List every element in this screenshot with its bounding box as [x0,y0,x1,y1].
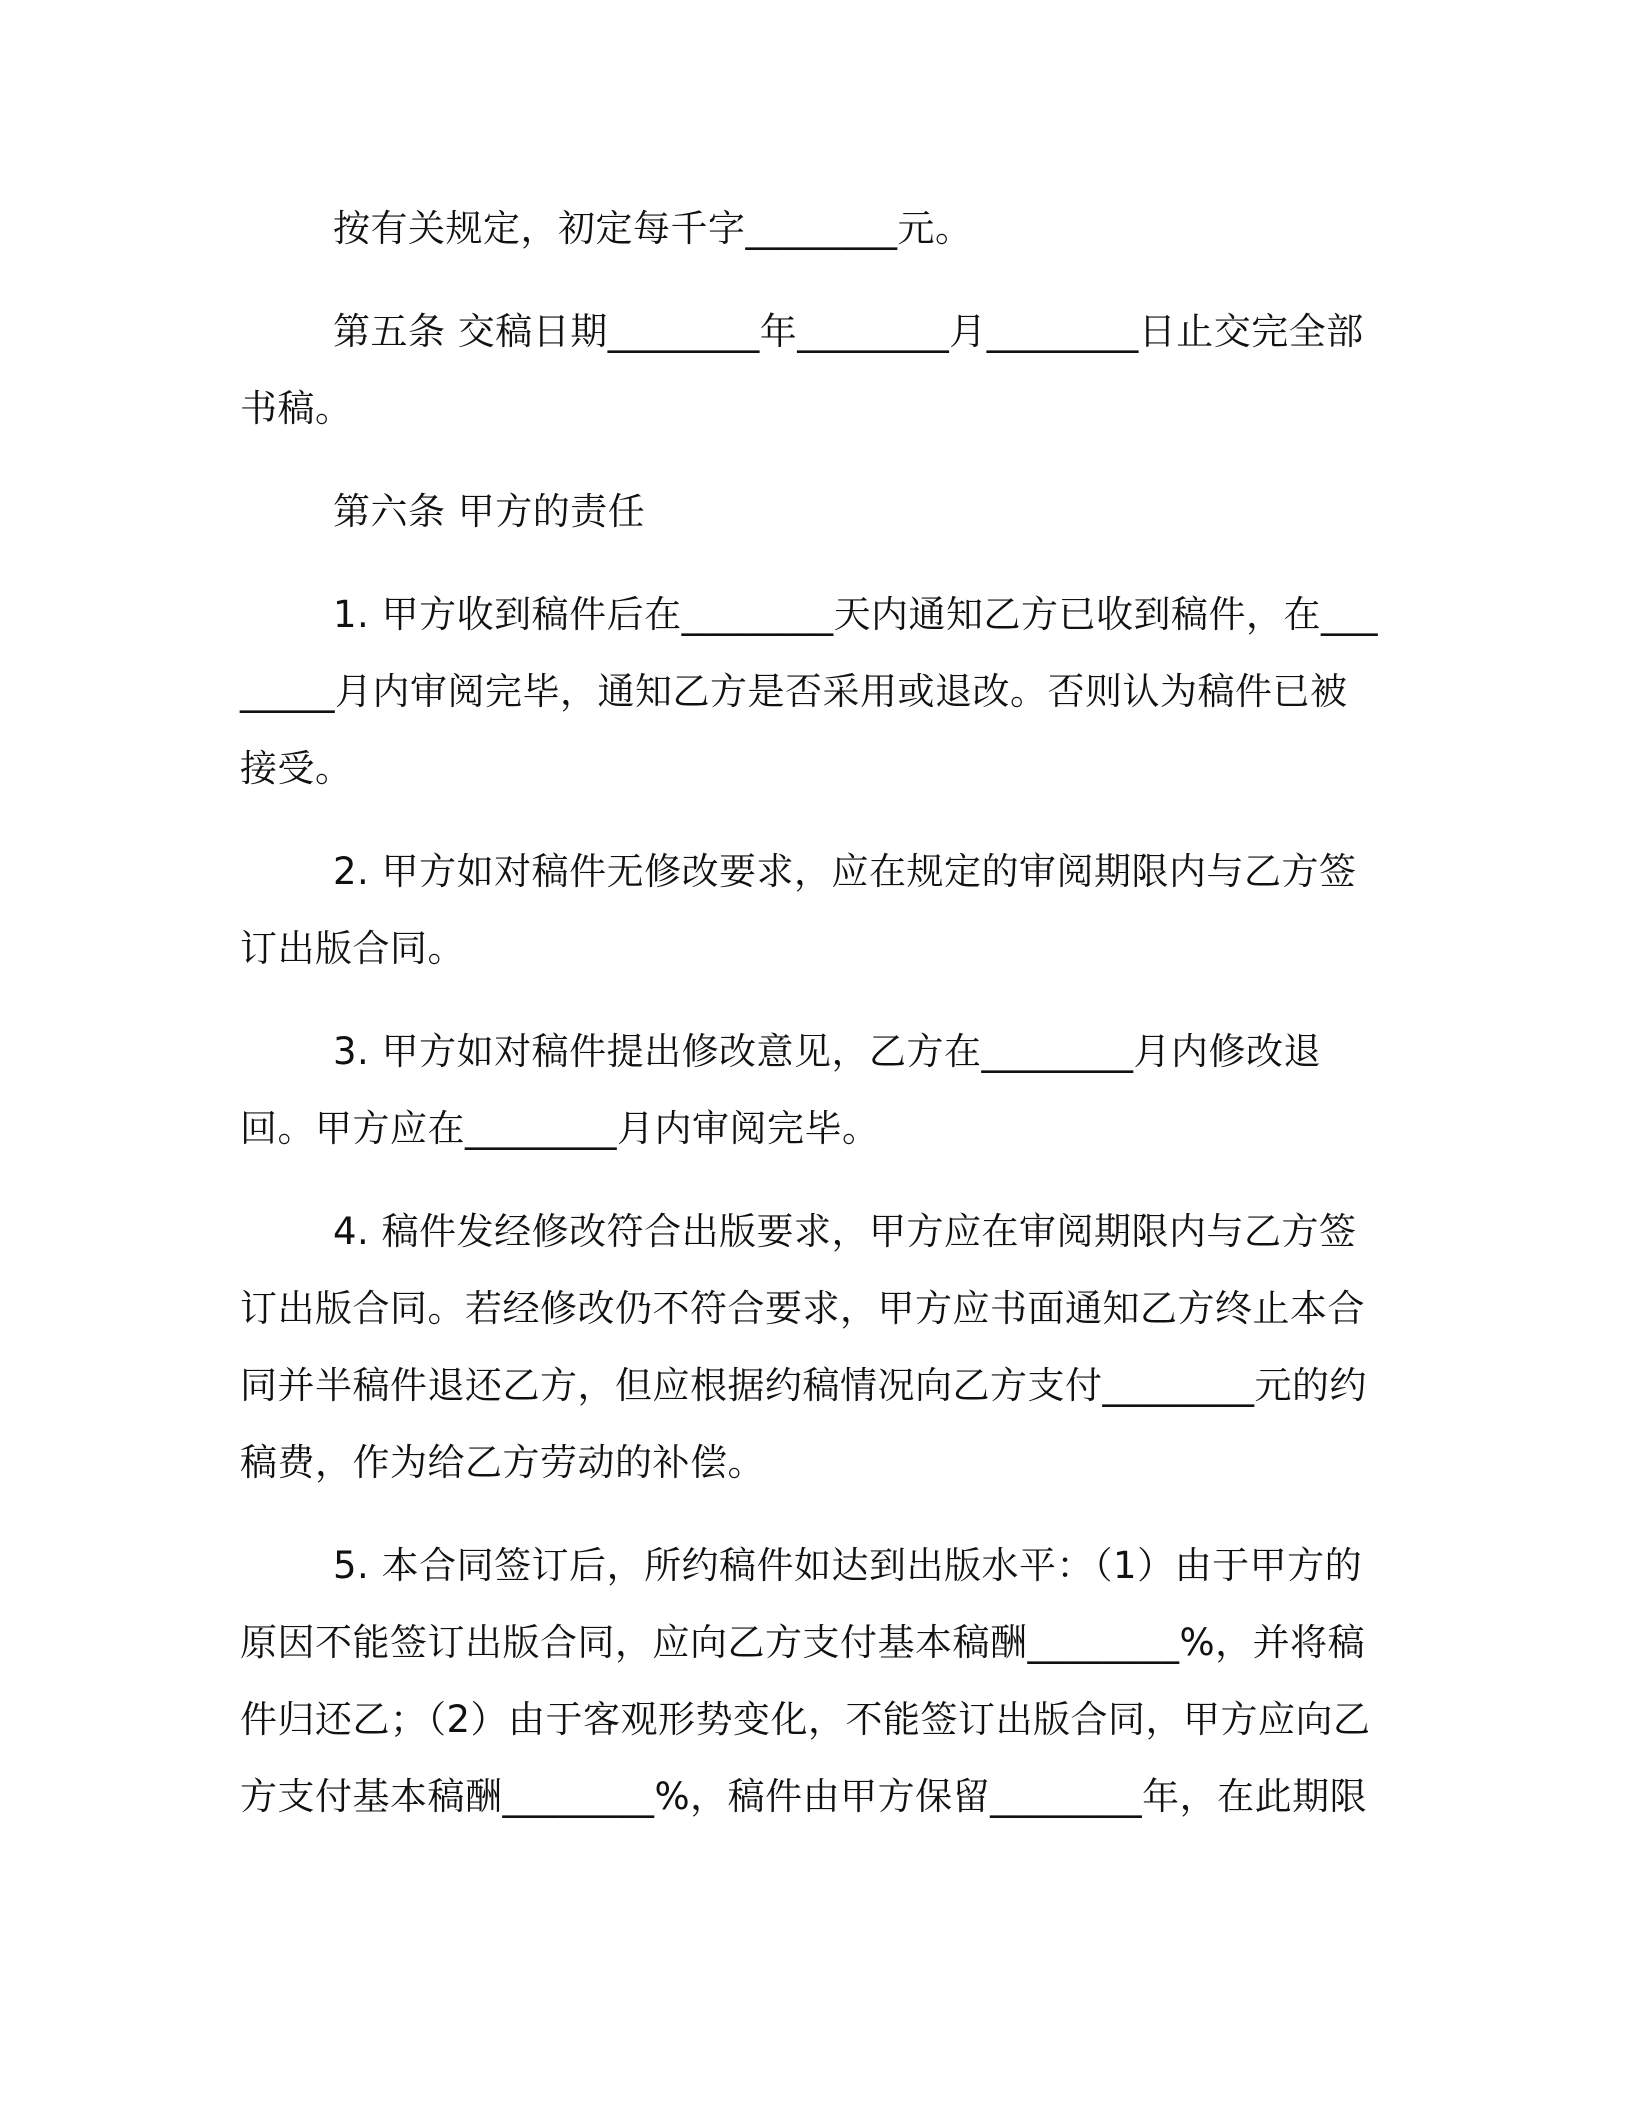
document-body [240,190,1380,1861]
paragraph-article-6-heading: 第六条 甲方的责任 [333,490,646,533]
paragraph-clause-3: 3. 甲方如对稿件提出修改意见，乙方在________月内修改退回。甲方应在________月内审阅完毕。 [240,1030,1322,1150]
paragraph-clause-1: 1. 甲方收到稿件后在________天内通知乙方已收到稿件，在________月内审阅完毕，通知乙方是否采用或退改。否则认为稿件已被接受。 [240,593,1379,790]
paragraph-clause-5: 5. 本合同签订后，所约稿件如达到出版水平：（1）由于甲方的原因不能签订出版合同，应向乙方支付基本稿酬________%，并将稿件归还乙；（2）由于客观形势变化，不能签订出版合同，甲方应向乙方支付基本稿酬________%，稿件由甲方保留________年，在此期限 [240,1544,1371,1818]
paragraph-rate: 按有关规定，初定每千字________元。 [333,207,973,250]
paragraph-clause-4: 4. 稿件发经修改符合出版要求，甲方应在审阅期限内与乙方签订出版合同。若经修改仍不符合要求，甲方应书面通知乙方终止本合同并半稿件退还乙方，但应根据约稿情况向乙方支付________元的约稿费，作为给乙方劳动的补偿。 [240,1210,1367,1484]
paragraph-clause-2: 2. 甲方如对稿件无修改要求，应在规定的审阅期限内与乙方签订出版合同。 [240,850,1357,970]
paragraph-article-5: 第五条 交稿日期________年________月________日止交完全部书稿。 [240,310,1364,430]
